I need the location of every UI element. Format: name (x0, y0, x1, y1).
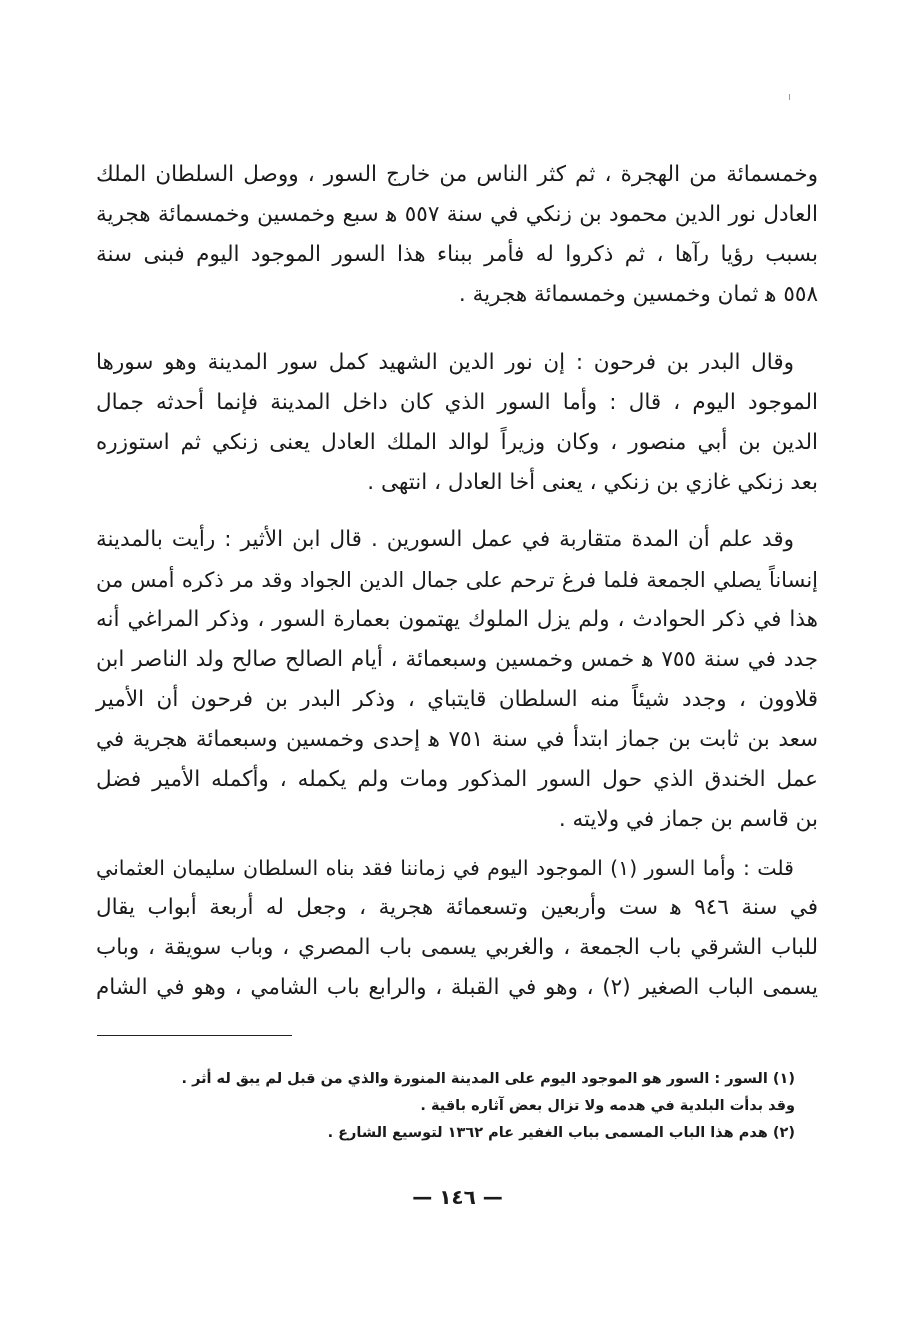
text-line: بسبب رؤيا رآها ، ثم ذكروا له فأمر ببناء هذا السور الموجود اليوم فبنى سنة (96, 242, 818, 267)
paragraph-2 (96, 343, 818, 503)
text-line: الموجود اليوم ، قال : وأما السور الذي كان داخل المدينة فإنما أحدثه جمال (96, 390, 818, 415)
footnote-2: (٢) هدم هذا الباب المسمى بباب الغفير عام ١٣٦٢ لتوسيع الشارع . (327, 1125, 795, 1141)
paragraph-3 (96, 520, 818, 840)
footnote-separator (97, 1035, 292, 1036)
paragraph-1 (96, 155, 818, 315)
text-line: قلاوون ، وجدد شيئاً منه السلطان قايتباي ، وذكر البدر بن فرحون أن الأمير (96, 687, 818, 712)
footnote-1-continuation: وقد بدأت البلدية في هدمه ولا تزال بعض آثاره باقية . (420, 1098, 795, 1114)
text-line: يسمى الباب الصغير (٢) ، وهو في القبلة ، والرابع باب الشامي ، وهو في الشام (96, 975, 818, 1000)
text-line: وقد علم أن المدة متقاربة في عمل السورين . قال ابن الأثير : رأيت بالمدينة (96, 527, 794, 552)
text-line: هذا في ذكر الحوادث ، ولم يزل الملوك يهتمون بعمارة السور ، وذكر المراغي أنه (96, 607, 818, 632)
text-line: وخمسمائة من الهجرة ، ثم كثر الناس من خارج السور ، ووصل السلطان الملك (96, 162, 818, 187)
text-line: في سنة ٩٤٦ ﻫ ست وأربعين وتسعمائة هجرية ، وجعل له أربعة أبواب يقال (96, 895, 818, 920)
text-line: للباب الشرقي باب الجمعة ، والغربي يسمى باب المصري ، وباب سويقة ، وباب (96, 935, 818, 960)
text-line: جدد في سنة ٧٥٥ ﻫ خمس وخمسين وسبعمائة ، أيام الصالح صالح ولد الناصر ابن (96, 647, 818, 672)
text-line: سعد بن ثابت بن جماز ابتدأ في سنة ٧٥١ ﻫ إحدى وخمسين وسبعمائة هجرية في (96, 727, 818, 752)
page-number: — ١٤٦ — (412, 1185, 503, 1209)
text-line: العادل نور الدين محمود بن زنكي في سنة ٥٥٧ ﻫ سبع وخمسين وخمسمائة هجرية (96, 202, 818, 227)
text-line: بن قاسم بن جماز في ولايته . (558, 807, 818, 832)
paragraph-4 (96, 848, 818, 1008)
text-line: قلت : وأما السور (١) الموجود اليوم في زماننا فقد بناه السلطان سليمان العثماني (96, 856, 794, 880)
text-line: الدين بن أبي منصور ، وكان وزيراً لوالد الملك العادل يعنى زنكي ثم استوزره (96, 430, 818, 455)
footnotes (105, 1066, 795, 1147)
text-line: ٥٥٨ ﻫ ثمان وخمسين وخمسمائة هجرية . (458, 282, 818, 307)
text-line: بعد زنكي غازي بن زنكي ، يعنى أخا العادل ، انتهى . (367, 470, 818, 495)
text-line: وقال البدر بن فرحون : إن نور الدين الشهيد كمل سور المدينة وهو سورها (96, 350, 794, 375)
footnote-1: (١) السور : السور هو الموجود اليوم على المدينة المنورة والذي من قبل لم يبق له أثر . (181, 1071, 795, 1087)
text-line: إنساناً يصلي الجمعة فلما فرغ ترحم على جمال الدين الجواد وقد مر ذكره أمس من (96, 568, 818, 592)
text-line: عمل الخندق الذي حول السور المذكور ومات ولم يكمله ، وأكمله الأمير فضل (96, 767, 818, 792)
scan-mark (789, 94, 790, 100)
